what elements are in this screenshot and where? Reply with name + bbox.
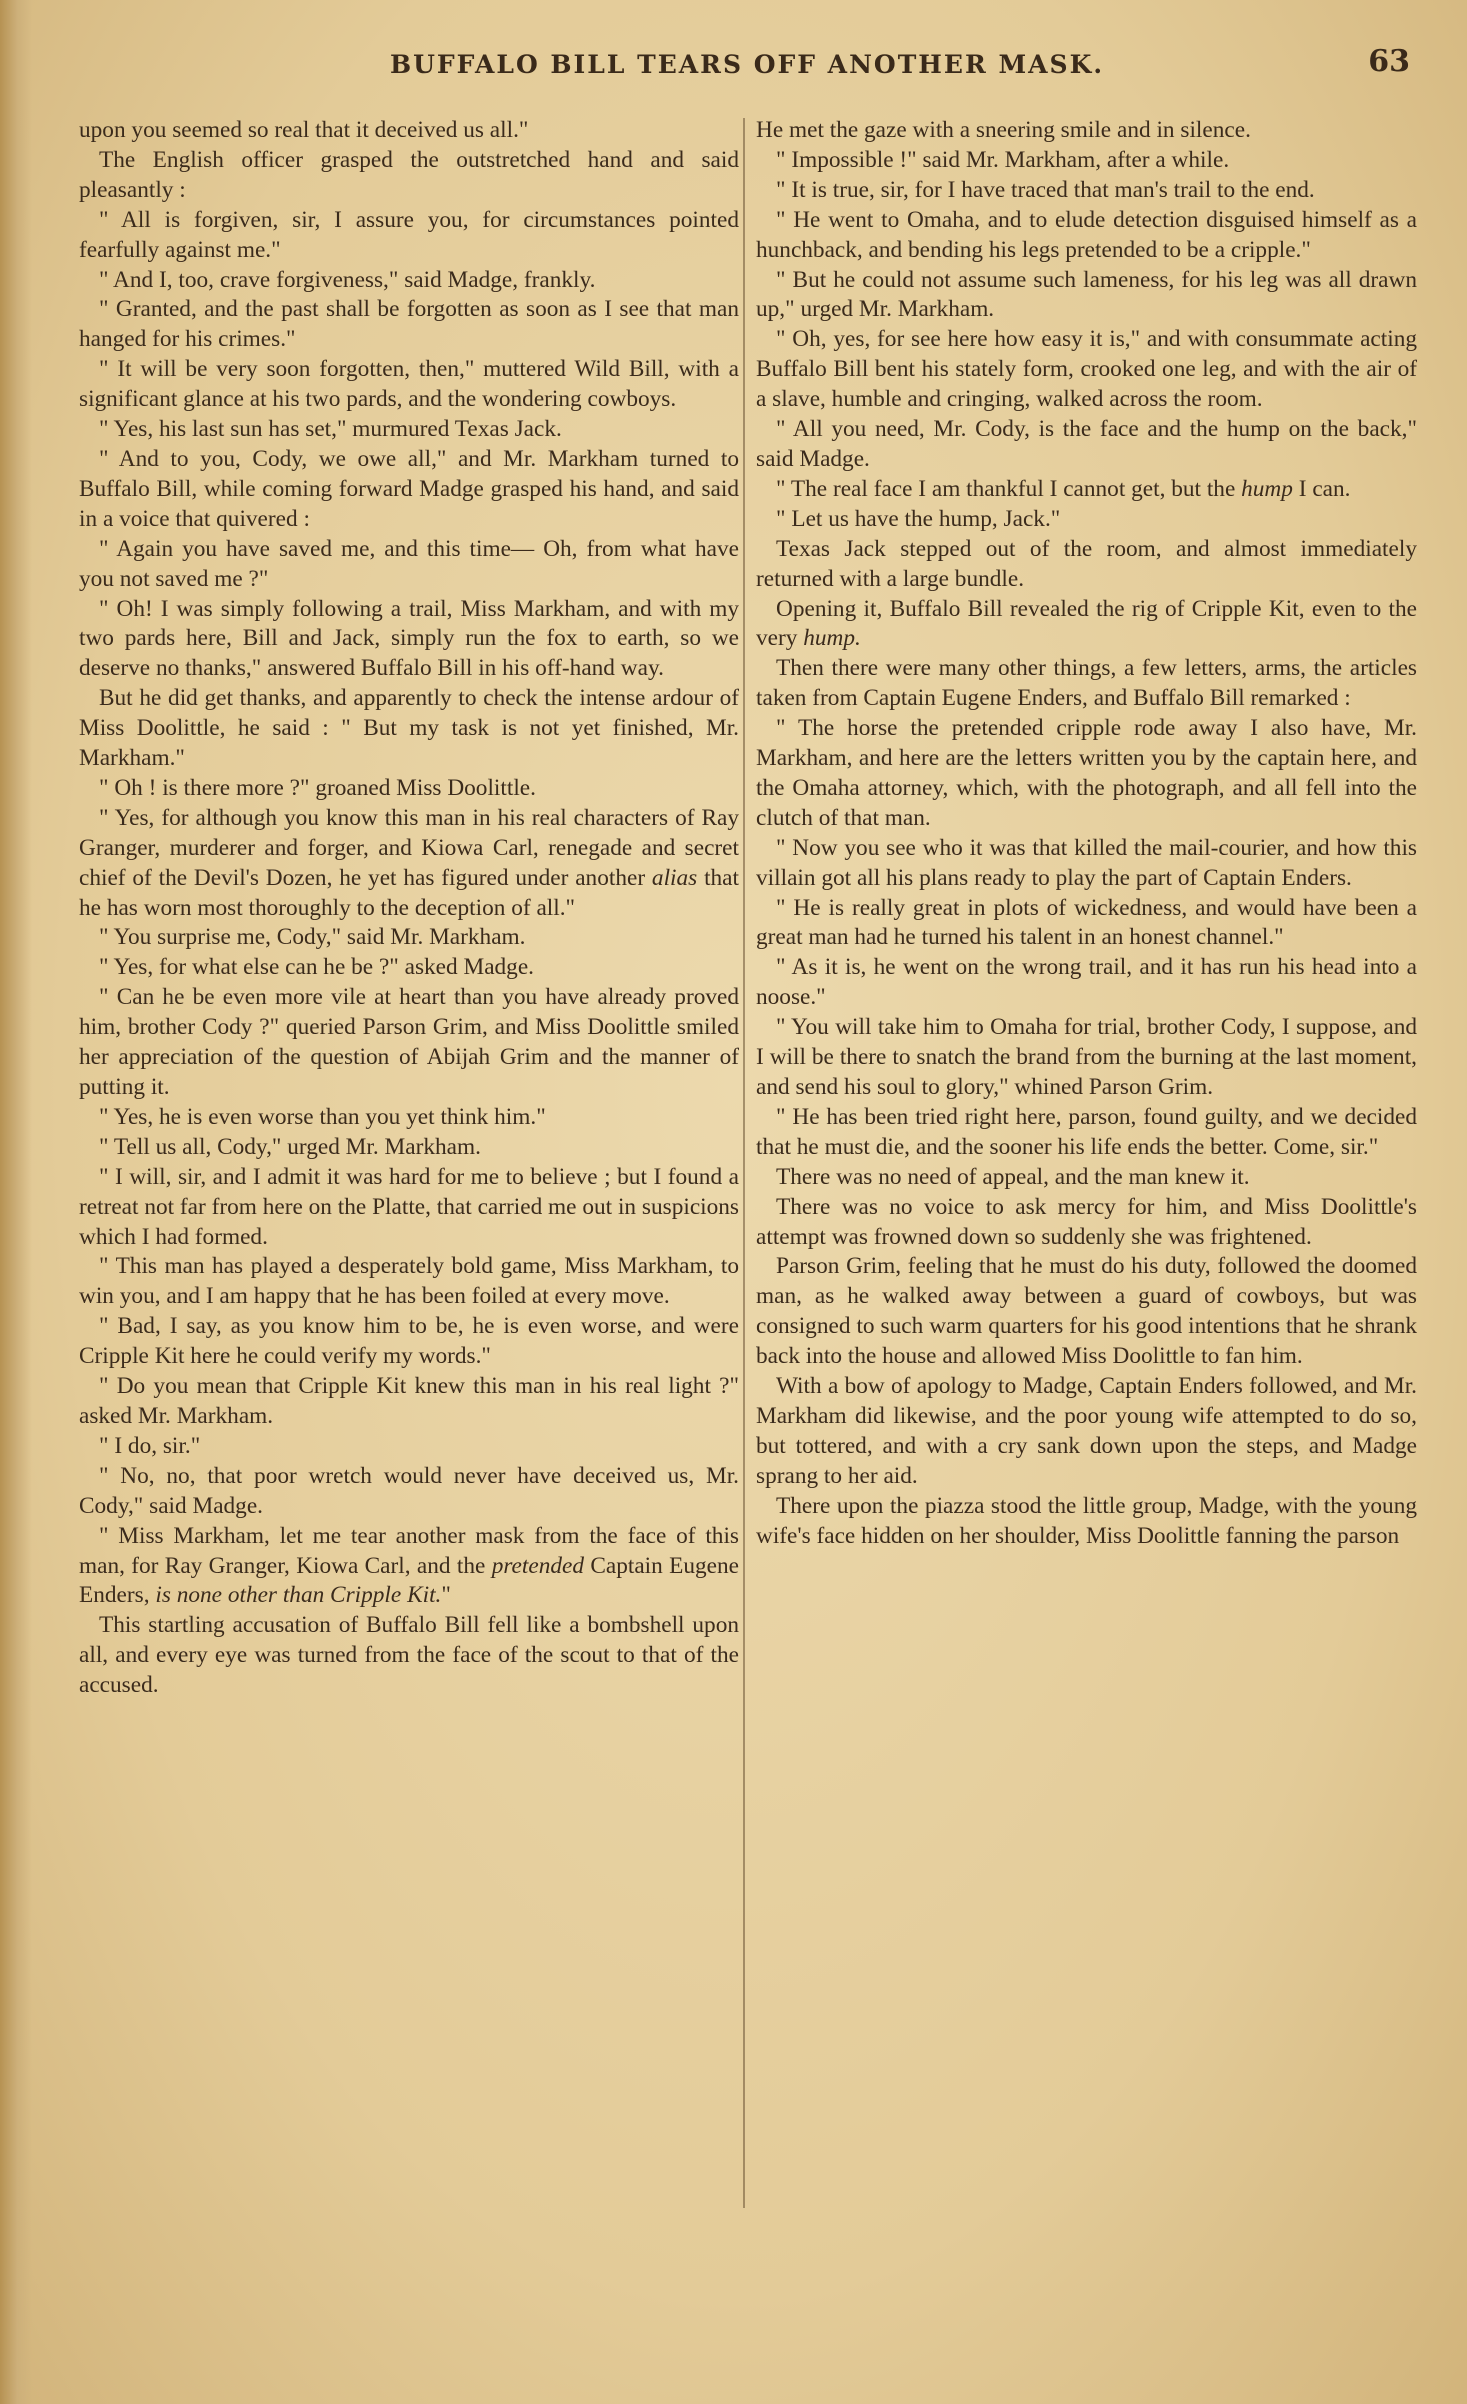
paragraph: " Granted, and the past shall be forgotten as soon as I see that man hanged for his crimes." [79,296,739,353]
paragraph: The English officer grasped the outstretched hand and said pleasantly : [79,146,739,203]
paragraph: " He went to Omaha, and to elude detection disguised himself as a hunchback, and bending his legs pretended to be a cripple." [756,206,1417,263]
paragraph: " It will be very soon forgotten, then," muttered Wild Bill, with a significant glance at his two pards, and the wondering cowboys. [79,356,739,413]
paragraph: " No, no, that poor wretch would never have deceived us, Mr. Cody," said Madge. [79,1462,739,1519]
paragraph: " Oh, yes, for see here how easy it is," and with consummate acting Buffalo Bill bent his stately form, crooked one leg, and with the air of a slave, humble and cringing, walked across the room. [756,326,1417,413]
paragraph: Then there were many other things, a few letters, arms, the articles taken from Captain Eugene Enders, and Buffalo Bill remarked : [756,655,1417,712]
paragraph: Parson Grim, feeling that he must do his duty, followed the doomed man, as he walked away between a guard of cowboys, but was consigned to such warm quarters for his good intentions that he shrank back into the house and allowed Miss Doolittle to fan him. [756,1253,1417,1370]
page-spine-shadow [0,0,32,2404]
paragraph: He met the gaze with a sneering smile and in silence. [756,117,1251,143]
paragraph: But he did get thanks, and apparently to check the intense ardour of Miss Doolittle, he said : " But my task is not yet finished, Mr. Markham." [79,685,739,772]
paragraph: " Yes, for although you know this man in his real characters of Ray Granger, murderer and forger, and Kiowa Carl, renegade and secret chief of the Devil's Dozen, he yet has figured under another alias that he has worn most thoroughly to the deception of all." [79,804,740,921]
column-divider [743,118,745,2208]
paragraph: " I do, sir." [99,1432,201,1459]
paragraph: Opening it, Buffalo Bill revealed the rig of Cripple Kit, even to the very hump. [756,595,1417,652]
paragraph: " I will, sir, and I admit it was hard for me to believe ; but I found a retreat not far from here on the Platte, that carried me out in suspicions which I had formed. [79,1163,739,1250]
paragraph: " He is really great in plots of wickedness, and would have been a great man had he turned his talent in an honest channel." [756,894,1417,951]
paragraph: " Can he be even more vile at heart than you have already proved him, brother Cody ?" queried Parson Grim, and Miss Doolittle smiled her appreciation of the question of Abijah Grim and the manner of putting it. [79,984,739,1100]
paragraph: " Again you have saved me, and this time— Oh, from what have you not saved me ?" [79,535,739,592]
paragraph: This startling accusation of Buffalo Bill fell like a bombshell upon all, and every eye was turned from the face of the scout to that of the accused. [79,1612,739,1699]
paragraph: " Yes, for what else can he be ?" asked Madge. [99,954,534,981]
paragraph: " Tell us all, Cody," urged Mr. Markham. [99,1133,481,1160]
paragraph: " Now you see who it was that killed the mail-courier, and how this villain got all his plans ready to play the part of Captain Enders. [756,834,1417,891]
paragraph: " Let us have the hump, Jack." [776,505,1061,532]
paragraph: There upon the piazza stood the little group, Madge, with the young wife's face hidden on her shoulder, Miss Doolittle fanning the parson [756,1492,1417,1549]
paragraph: " Yes, his last sun has set," murmured Texas Jack. [99,416,562,443]
paragraph: " Do you mean that Cripple Kit knew this man in his real light ?" asked Mr. Markham. [79,1373,739,1429]
paragraph: " Oh! I was simply following a trail, Miss Markham, and with my two pards here, Bill and Jack, simply run the fox to earth, so we deserve no thanks," answered Buffalo Bill in his off-hand way. [79,595,739,682]
paragraph: There was no voice to ask mercy for him, and Miss Doolittle's attempt was frowned down so suddenly she was frightened. [756,1193,1417,1250]
paragraph: " And I, too, crave forgiveness," said Madge, frankly. [99,266,596,293]
paragraph: " It is true, sir, for I have traced that man's trail to the end. [776,176,1315,203]
paragraph: " You will take him to Omaha for trial, brother Cody, I suppose, and I will be there to snatch the brand from the burning at the last moment, and send his soul to glory," whined Parson Grim. [756,1014,1417,1100]
paragraph: " You surprise me, Cody," said Mr. Markham. [99,924,526,951]
paragraph: " The real face I am thankful I cannot get, but the hump I can. [776,475,1351,502]
paragraph: " He has been tried right here, parson, found guilty, and we decided that he must die, and the sooner his life ends the better. Come, sir." [756,1103,1417,1160]
left-column [79,116,739,2216]
paragraph: " All you need, Mr. Cody, is the face and the hump on the back," said Madge. [756,416,1417,472]
paragraph: There was no need of appeal, and the man knew it. [776,1163,1250,1190]
page-number: 63 [1368,44,1410,79]
right-column [756,116,1417,2216]
paragraph: With a bow of apology to Madge, Captain Enders followed, and Mr. Markham did likewise, and the poor young wife attempted to do so, but tottered, and with a cry sank down upon the steps, and Madge sprang to her aid. [756,1373,1417,1489]
paragraph: " This man has played a desperately bold game, Miss Markham, to win you, and I am happy that he has been foiled at every move. [79,1253,739,1310]
paragraph: " But he could not assume such lameness, for his leg was all drawn up," urged Mr. Markham. [756,266,1417,323]
paragraph: " Bad, I say, as you know him to be, he is even worse, and were Cripple Kit here he could verify my words." [79,1313,739,1370]
paragraph: " Impossible !" said Mr. Markham, after a while. [776,146,1230,173]
paragraph: Texas Jack stepped out of the room, and almost immediately returned with a large bundle. [756,535,1417,592]
page-header [80,44,1410,92]
paragraph: " The horse the pretended cripple rode away I also have, Mr. Markham, and here are the letters written you by the captain here, and the Omaha attorney, which, with the photograph, and all fell into the clutch of that man. [756,715,1417,831]
paragraph: " All is forgiven, sir, I assure you, for circumstances pointed fearfully against me." [79,206,739,263]
paragraph: " Oh ! is there more ?" groaned Miss Doolittle. [99,774,536,801]
running-head: BUFFALO BILL TEARS OFF ANOTHER MASK. [390,50,1105,79]
paragraph: " As it is, he went on the wrong trail, and it has run his head into a noose." [756,954,1417,1011]
paragraph: " Yes, he is even worse than you yet think him." [99,1103,546,1130]
paragraph: " And to you, Cody, we owe all," and Mr. Markham turned to Buffalo Bill, while coming forward Madge grasped his hand, and said in a voice that quivered : [79,445,739,532]
paragraph: " Miss Markham, let me tear another mask from the face of this man, for Ray Granger, Kiowa Carl, and the pretended Captain Eugene Enders, is none other than Cripple Kit." [79,1522,739,1609]
paragraph: upon you seemed so real that it deceived us all." [79,117,529,143]
